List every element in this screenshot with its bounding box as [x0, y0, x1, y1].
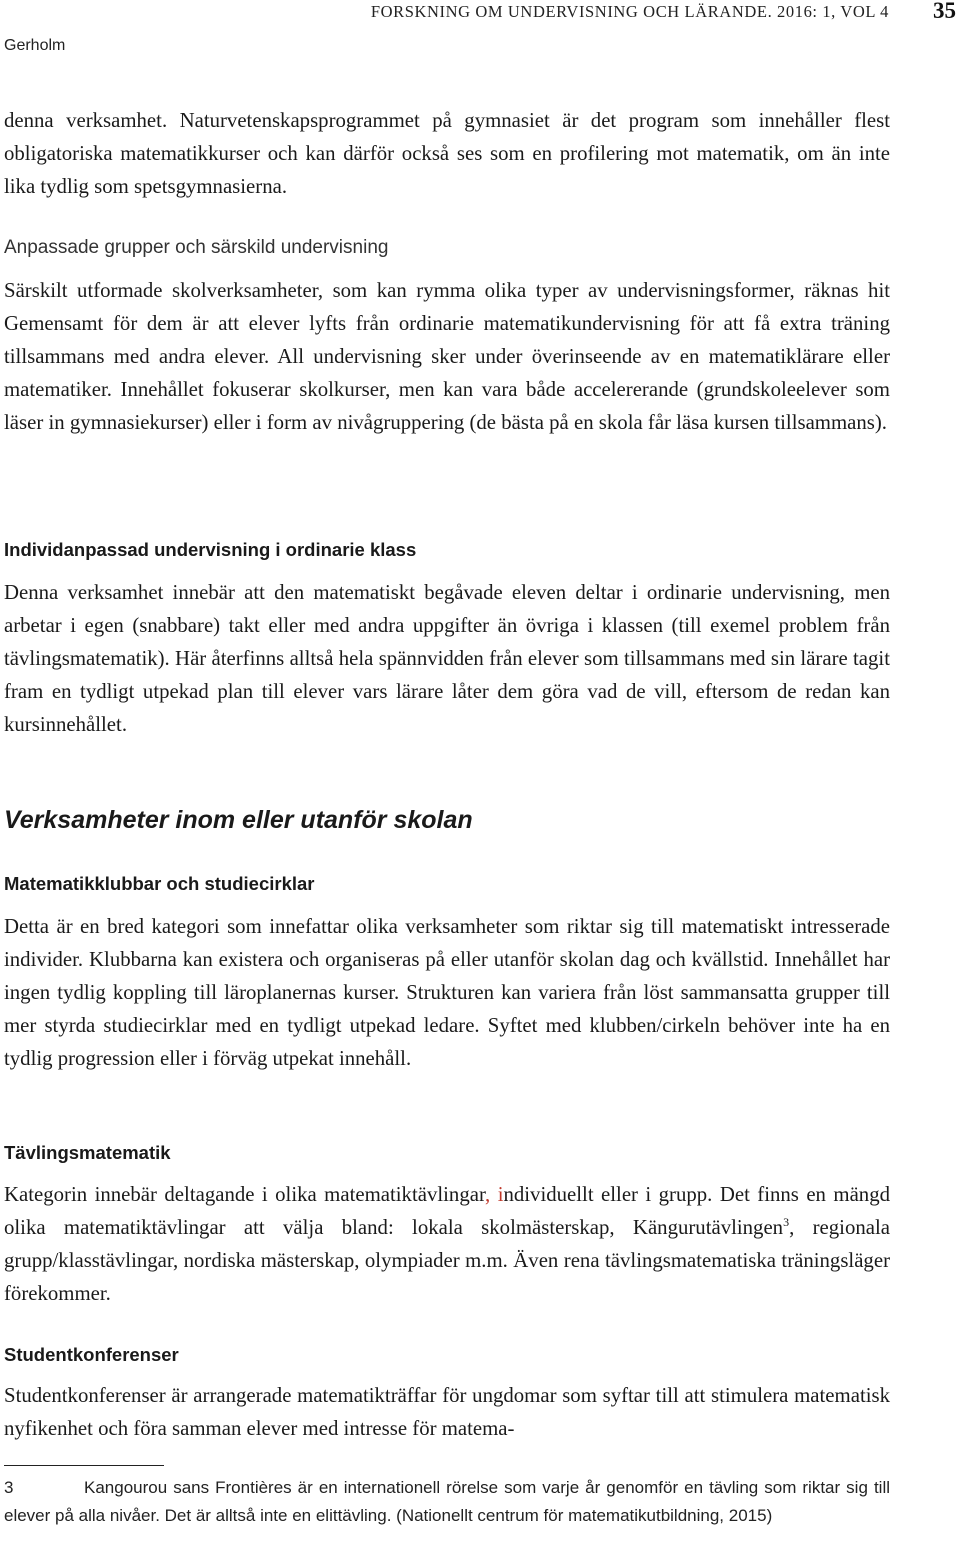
heading-anpassade-grupper: Anpassade grupper och särskild undervisning: [4, 237, 389, 258]
author-name: Gerholm: [4, 37, 66, 54]
journal-header: FORSKNING OM UNDERVISNING OCH LÄRANDE. 2016: 1, VOL 4: [370, 2, 889, 21]
paragraph-individanpassad: Denna verksamhet innebär att den matematiskt begåvade eleven deltar i ordinarie undervisning, men arbetar i egen (snabbare) takt eller med andra uppgifter än övriga i klassen (till exemel problem från tävlingsmatematik). Här återfinns alltså hela spännvidden från elever som tillsammans med sin lärare tagit fram en tydligt utpekad plan till elever vars lärare låter dem göra vad de vill, eftersom de redan kan kursinnehållet.: [4, 581, 890, 736]
tavling-text-part1: Kategorin innebär deltagande i olika matematiktävlingar: [4, 1183, 486, 1206]
paragraph-tavlingsmatematik: [4, 1178, 890, 1310]
paragraph-studentkonferenser: Studentkonferenser är arrangerade matematikträffar för ungdomar som syftar till att stimulera matematisk nyfikenhet och föra samman elever med intresse för matema-: [4, 1384, 890, 1440]
heading-individanpassad: Individanpassad undervisning i ordinarie klass: [4, 539, 417, 560]
footnote: [4, 1474, 890, 1530]
heading-studentkonferenser: Studentkonferenser: [4, 1344, 179, 1365]
paragraph-matematikklubbar: Detta är en bred kategori som innefattar olika verksamheter som riktar sig till matematiskt intresserade individer. Klubbarna kan existera och organiseras på eller utanför skolan dag och kvällstid. Innehållet har ingen tydlig koppling till läroplanernas kurser. Strukturen kan variera från löst sammansatta grupper till mer styrda studiecirklar med en tydligt utpekad ledare. Syftet med klubben/cirkeln behöver inte ha en tydlig progression eller i förväg utpekat innehåll.: [4, 915, 890, 1070]
tavling-text-part2: ndividuellt eller i grupp. Det finns en mängd olika matematiktävlingar att välja bland: lokala skolmästerskap, Kängurutävlingen: [4, 1183, 891, 1239]
tavling-letter-i: i: [490, 1183, 504, 1206]
heading-matematikklubbar: Matematikklubbar och studiecirklar: [4, 873, 315, 894]
tavling-comma: ,: [485, 1183, 491, 1206]
paragraph-anpassade-grupper: Särskilt utformade skolverksamheter, som kan rymma olika typer av undervisningsformer, räknas hit Gemensamt för dem är att elever lyfts från ordinarie matematikundervisning för att få extra träning tillsammans med andra elever. All undervisning sker under överinseende av en matematiklärare eller matematiker. Innehållet fokuserar skolkurser, men kan vara både accelererande (grundskoleelever som läser in gymnasiekurser) eller i form av nivågruppering (de bästa på en skola får läsa kursen tillsammans).: [4, 279, 890, 434]
heading-tavlingsmatematik: Tävlingsmatematik: [4, 1142, 171, 1163]
intro-paragraph: denna verksamhet. Naturvetenskapsprogrammet på gymnasiet är det program som innehåller flest obligatoriska matematikkurser och kan därför också ses som en profilering mot matematik, om än inte lika tydlig som spetsgymnasierna.: [4, 109, 890, 198]
section-title-verksamheter: Verksamheter inom eller utanför skolan: [4, 806, 473, 834]
page-number: 35: [933, 0, 956, 23]
footnote-reference[interactable]: 3: [783, 1215, 790, 1230]
footnote-divider: [4, 1465, 164, 1466]
footnote-number: 3: [4, 1478, 14, 1497]
tavling-text-part3: , regionala grupp/klasstävlingar, nordiska mästerskap, olympiader m.m. Även rena tävlingsmatematiska träningsläger förekommer.: [4, 1216, 890, 1305]
footnote-text: Kangourou sans Frontières är en internationell rörelse som varje år genomför en tävling som riktar sig till elever på alla nivåer. Det är alltså inte en elittävling. (Nationellt centrum för matematikutbildning, 2015): [4, 1478, 890, 1525]
